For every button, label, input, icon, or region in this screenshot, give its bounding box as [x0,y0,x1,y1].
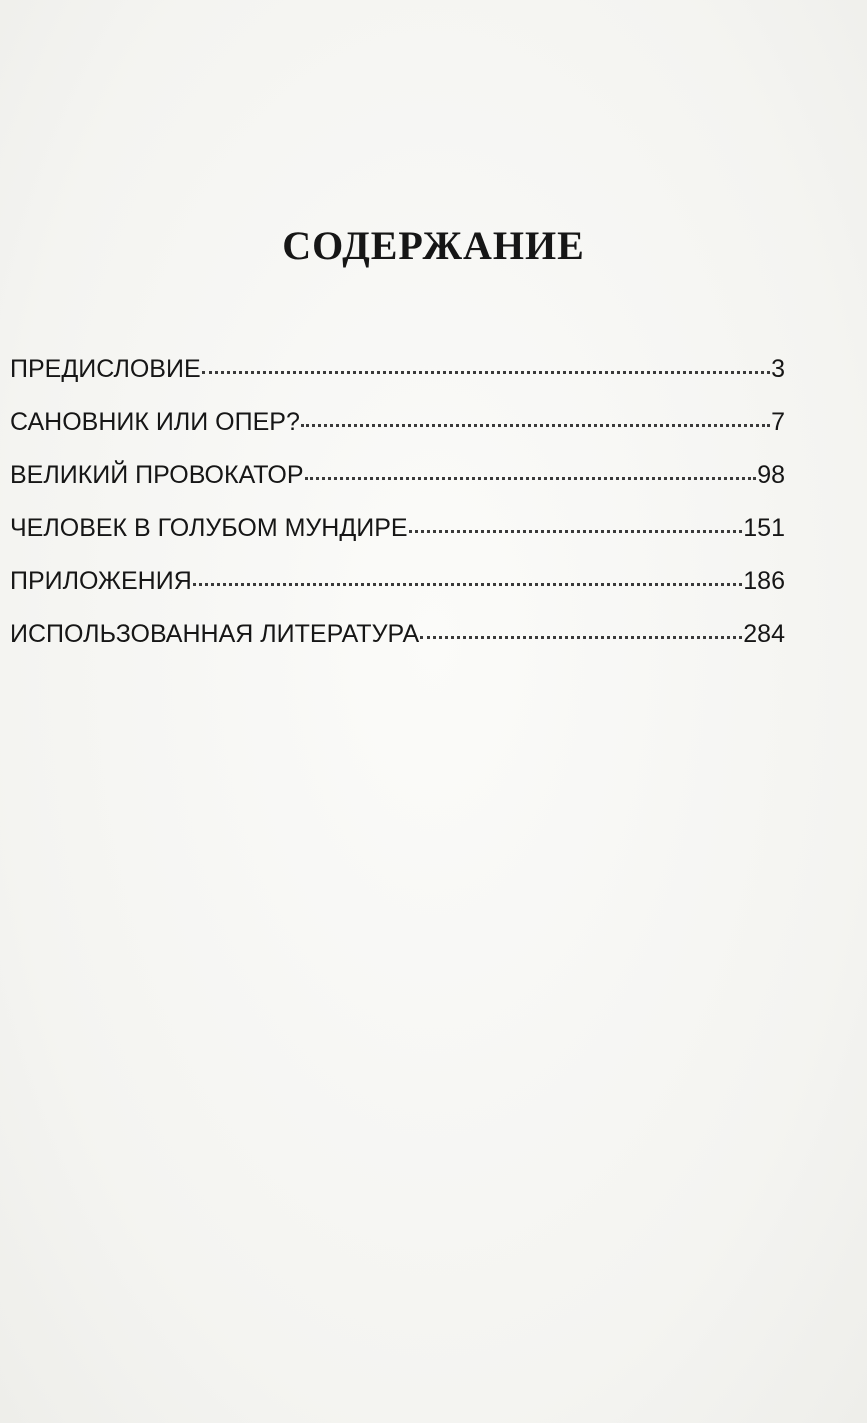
toc-entry-label: ВЕЛИКИЙ ПРОВОКАТОР [10,461,304,489]
dot-leader [301,423,770,427]
dot-leader [193,582,743,586]
toc-entry-page-number: 284 [743,620,785,648]
dot-leader [305,476,757,480]
toc-entry-label: ПРИЛОЖЕНИЯ [10,567,192,595]
toc-entry-literature [10,620,785,673]
toc-entry-provocateur [10,461,785,514]
toc-entry-page-number: 3 [771,355,785,383]
toc-entry-label: ЧЕЛОВЕК В ГОЛУБОМ МУНДИРЕ [10,514,408,542]
toc-entry-label: САНОВНИК ИЛИ ОПЕР? [10,408,300,436]
toc-entry-page-number: 7 [771,408,785,436]
toc-entry-page-number: 151 [743,514,785,542]
toc-entry-appendices [10,567,785,620]
toc-entry-preface [10,355,785,408]
dot-leader [409,529,743,533]
page-title: СОДЕРЖАНИЕ [282,223,585,268]
toc-entry-blue-uniform [10,514,785,567]
dot-leader [420,635,742,639]
toc-entry-label: ПРЕДИСЛОВИЕ [10,355,201,383]
toc-entry-label: ИСПОЛЬЗОВАННАЯ ЛИТЕРАТУРА [10,620,420,648]
toc-entry-page-number: 98 [757,461,785,489]
toc-entry-sanovnik [10,408,785,461]
toc-entry-page-number: 186 [743,567,785,595]
table-of-contents [10,355,785,673]
dot-leader [202,370,770,374]
